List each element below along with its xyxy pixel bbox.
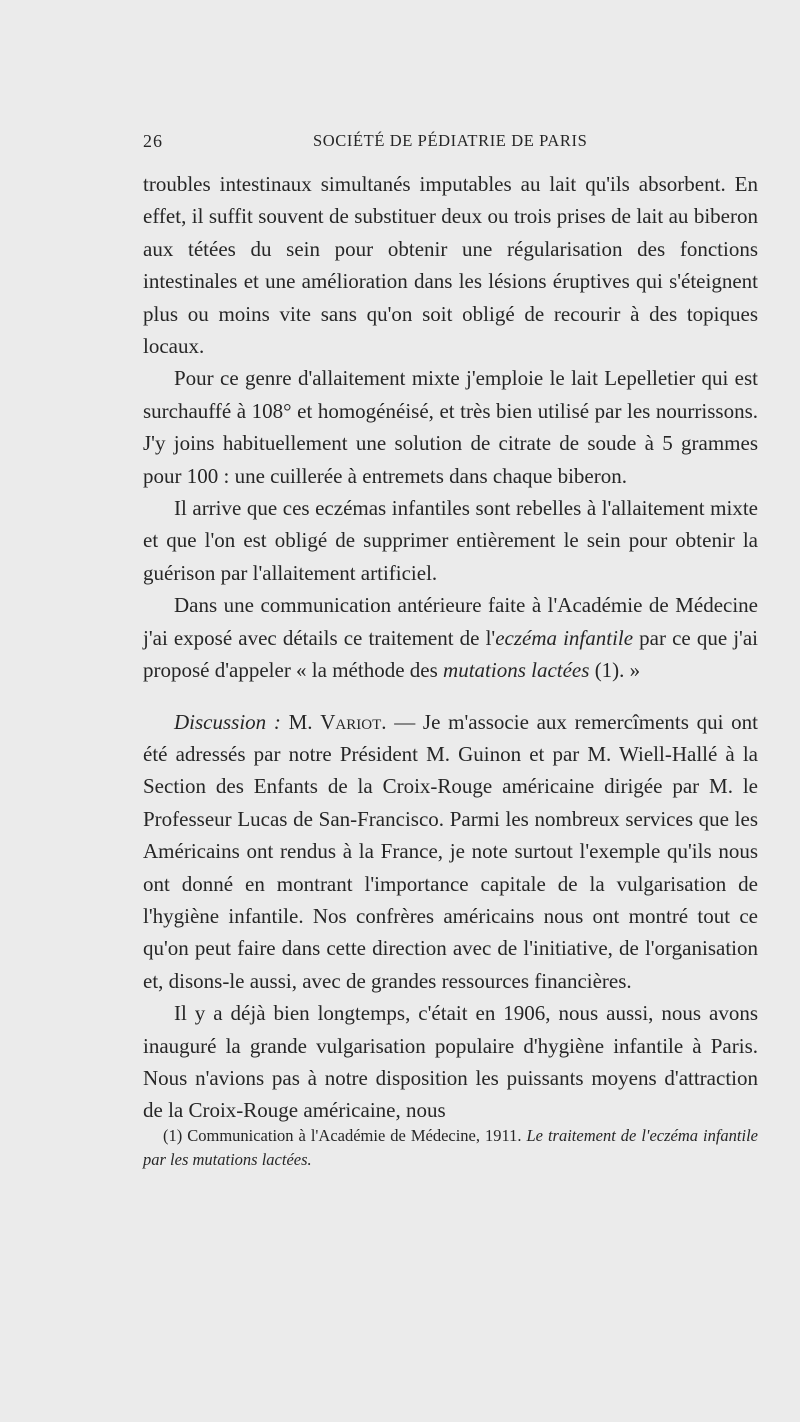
speaker-name: Variot bbox=[320, 709, 382, 734]
discussion-paragraph bbox=[143, 706, 758, 998]
body-text bbox=[143, 168, 758, 1127]
paragraph-4-italic-1: eczéma infantile bbox=[495, 625, 634, 650]
footnote-1-text: (1) Communication à l'Académie de Médecine, 1911. bbox=[163, 1126, 527, 1145]
paragraph-4-italic-2: mutations lactées bbox=[443, 658, 590, 683]
discussion-label: Discussion : bbox=[174, 709, 281, 734]
footnote-1 bbox=[143, 1124, 758, 1172]
paragraph-4-text-a: Dans une communication antérieure faite à l'Académie de Médecine j'ai exposé avec détails ce traitement de l' bbox=[143, 593, 758, 650]
paragraph-1: troubles intestinaux simultanés imputables au lait qu'ils absorbent. En effet, il suffit souvent de substituer deux ou trois prises de lait au biberon aux tétées du sein pour obtenir une régularisation des fonctions intestinales et une amélioration dans les lésions éruptives qui s'éteignent plus ou moins vite sans qu'on soit obligé de recourir à des topiques locaux. bbox=[143, 172, 758, 359]
page-header bbox=[143, 131, 758, 159]
footnotes bbox=[143, 1124, 758, 1172]
discussion-text: . — Je m'associe aux remercîments qui ont été adressés par notre Président M. Guinon et par M. Wiell-Hallé à la Section des Enfants de la Croix-Rouge américaine dirigée par M. le Professeur Lucas de San-Francisco. Parmi les nombreux services que les Américains ont rendus à la France, je note surtout l'exemple qu'ils nous ont donné en montrant l'importance capitale de la vulgarisation de l'hygiène infantile. Nos confrères américains nous ont montré tout ce qu'on peut faire dans cette direction avec de l'initiative, de l'organisation et, disons-le aussi, avec de grandes ressources financières. bbox=[143, 709, 758, 993]
paragraph-4-text-c: (1). » bbox=[589, 658, 641, 683]
paragraph-6: Il y a déjà bien longtemps, c'était en 1906, nous aussi, nous avons inauguré la grande vulgarisation populaire d'hygiène infantile à Paris. Nous n'avions pas à notre disposition les puissants moyens d'attraction de la Croix-Rouge américaine, nous bbox=[143, 1001, 758, 1123]
paragraph-4 bbox=[143, 589, 758, 686]
footnote-1-italic: Le traitement de l'eczéma infantile par les mutations lactées. bbox=[143, 1126, 758, 1169]
running-title: SOCIÉTÉ DE PÉDIATRIE DE PARIS bbox=[313, 131, 588, 150]
paragraph-4-text-b: par ce que j'ai proposé d'appeler « la méthode des bbox=[143, 625, 758, 683]
paragraph-2: Pour ce genre d'allaitement mixte j'emploie le lait Lepelletier qui est surchauffé à 108° et homogénéisé, et très bien utilisé par les nourrissons. J'y joins habituellement une solution de citrate de soude à 5 grammes pour 100 : une cuillerée à entremets dans chaque biberon. bbox=[143, 366, 758, 488]
page-number: 26 bbox=[143, 131, 163, 151]
discussion-mr: M. bbox=[280, 709, 321, 734]
paragraph-3: Il arrive que ces eczémas infantiles sont rebelles à l'allaitement mixte et que l'on est obligé de supprimer entièrement le sein pour obtenir la guérison par l'allaitement artificiel. bbox=[143, 496, 758, 585]
